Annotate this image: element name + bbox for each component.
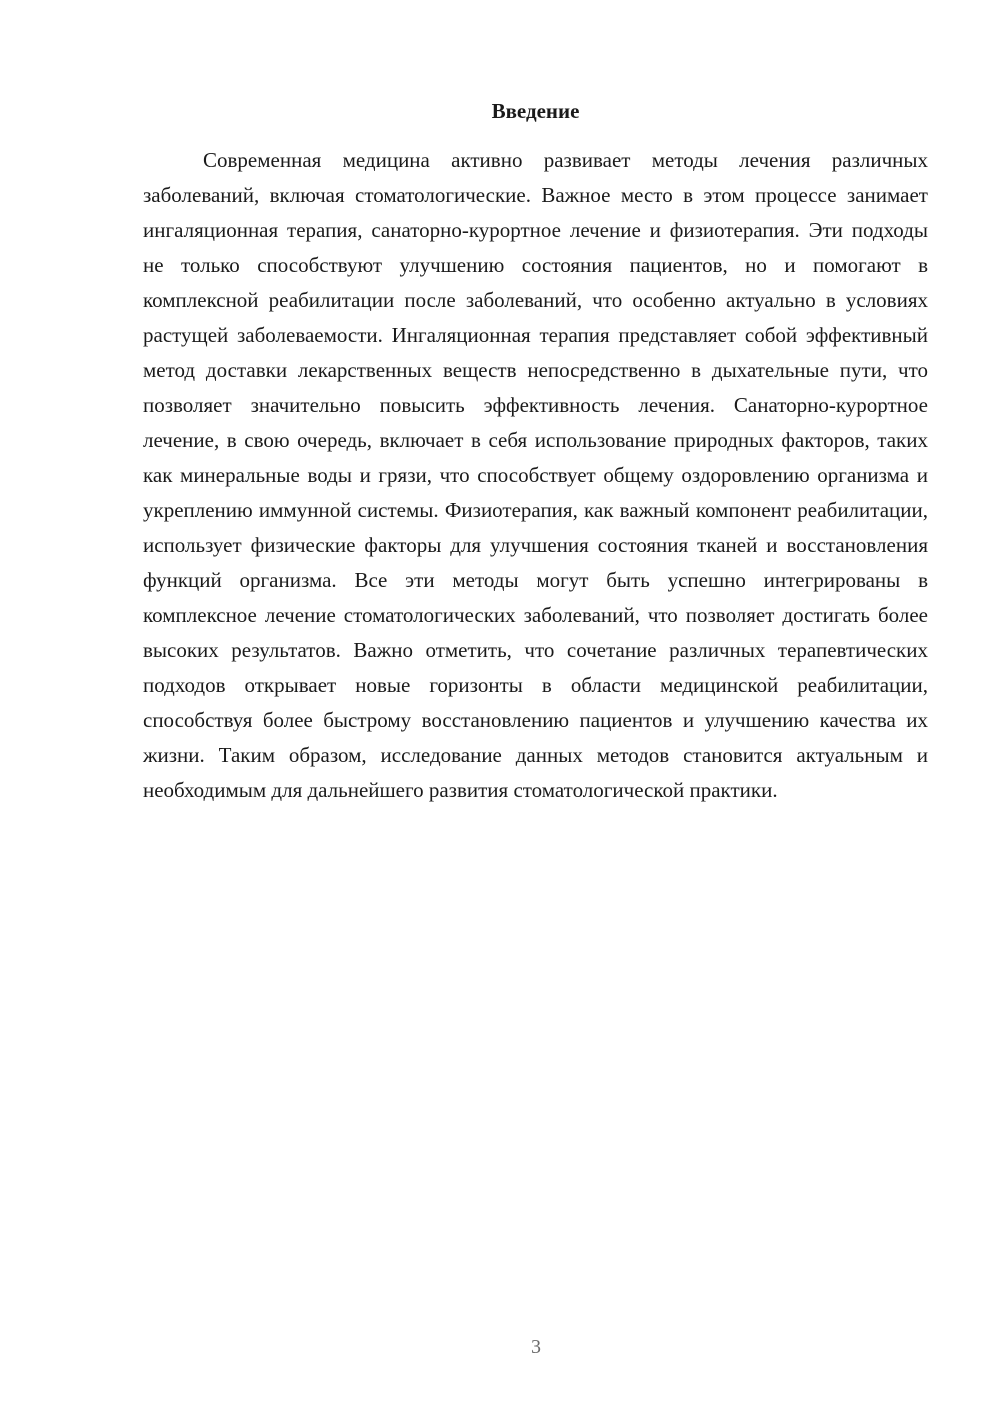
section-heading: Введение: [491, 99, 580, 123]
body-paragraph: Современная медицина активно развивает методы лечения различных заболеваний, включая стоматологические. Важное место в этом процессе занимает ингаляционная терапия, санаторно-курортное лечение и физиотерапия. Эти подходы не только способствуют улучшению состояния пациентов, но и помогают в комплексной реабилитации после заболеваний, что особенно актуально в условиях растущей заболеваемости. Ингаляционная терапия представляет собой эффективный метод доставки лекарственных веществ непосредственно в дыхательные пути, что позволяет значительно повысить эффективность лечения. Санаторно-курортное лечение, в свою очередь, включает в себя использование природных факторов, таких как минеральные воды и грязи, что способствует общему оздоровлению организма и укреплению иммунной системы. Физиотерапия, как важный компонент реабилитации, использует физические факторы для улучшения состояния тканей и восстановления функций организма. Все эти методы могут быть успешно интегрированы в комплексное лечение стоматологических заболеваний, что позволяет достигать более высоких результатов. Важно отметить, что сочетание различных терапевтических подходов открывает новые горизонты в области медицинской реабилитации, способствуя более быстрому восстановлению пациентов и улучшению качества их жизни. Таким образом, исследование данных методов становится актуальным и необходимым для дальнейшего развития стоматологической практики.: [143, 148, 928, 802]
page-number: 3: [531, 1336, 541, 1358]
